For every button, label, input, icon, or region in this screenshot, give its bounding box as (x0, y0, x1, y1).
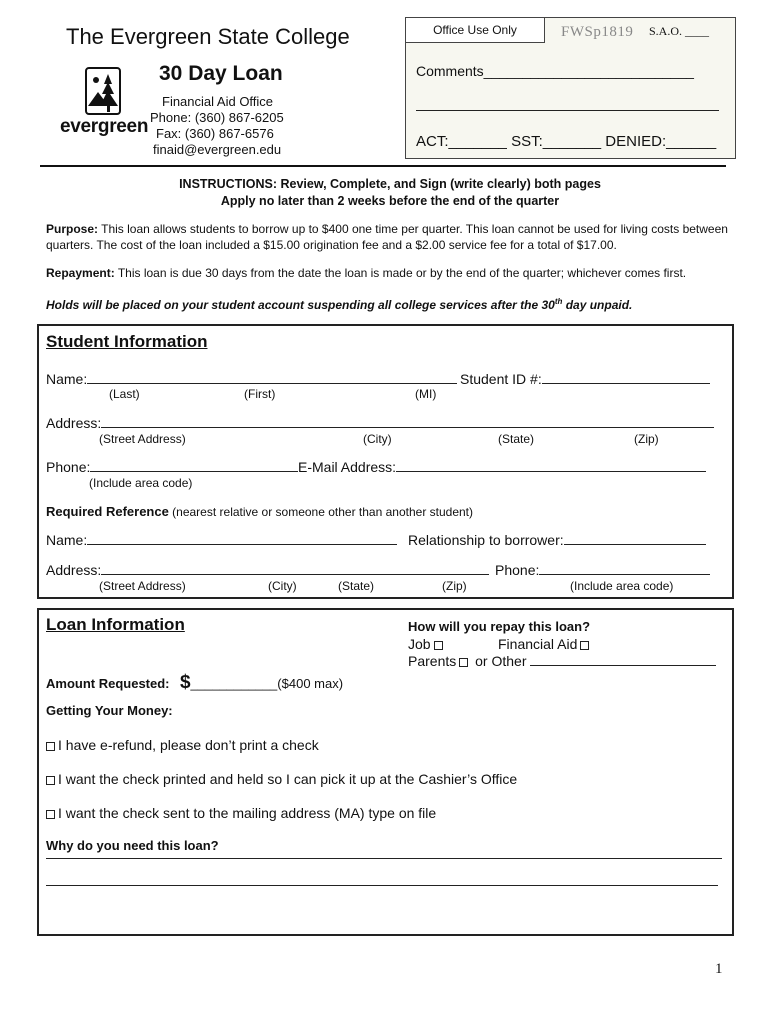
other-label: or Other (475, 653, 527, 669)
street-hint: (Street Address) (99, 432, 186, 446)
holds-text-b: day unpaid. (562, 298, 633, 312)
mail-check-checkbox[interactable] (46, 810, 55, 819)
getting-money-label: Getting Your Money: (46, 703, 173, 718)
purpose-label: Purpose: (46, 222, 99, 236)
holds-sup: th (554, 297, 563, 306)
zip-hint: (Zip) (634, 432, 659, 446)
repayment-text: This loan is due 30 days from the date the loan is made or by the end of the quarter; whichever comes first. (117, 266, 687, 280)
erefund-checkbox[interactable] (46, 742, 55, 751)
holds-notice (46, 294, 736, 313)
ref-area-code-hint: (Include area code) (570, 579, 674, 593)
mi-hint: (MI) (415, 387, 437, 401)
amount-label: Amount Requested: (46, 676, 170, 691)
hold-check-label: I want the check printed and held so I can pick it up at the Cashier’s Office (58, 771, 518, 787)
loan-information-section (37, 608, 734, 936)
phone-line[interactable] (90, 471, 298, 472)
area-code-hint: (Include area code) (89, 476, 193, 490)
student-phone-field[interactable] (46, 459, 298, 475)
first-hint: (First) (244, 387, 276, 401)
student-info-title: Student Information (46, 332, 208, 351)
form-code: FWSp1819 (561, 24, 634, 40)
reference-address-field[interactable] (46, 562, 489, 578)
ref-phone-line[interactable] (539, 574, 710, 575)
relationship-field[interactable] (408, 532, 706, 548)
repay-option-job[interactable] (408, 636, 446, 652)
student-id-line[interactable] (542, 383, 710, 384)
financial-aid-label: Financial Aid (498, 636, 578, 652)
ref-name-line[interactable] (87, 544, 397, 545)
repay-question: How will you repay this loan? (408, 619, 591, 634)
email-label: E-Mail Address: (298, 459, 397, 475)
reference-heading (46, 503, 473, 521)
why-line-1[interactable] (46, 858, 722, 859)
office-email: finaid@evergreen.edu (153, 142, 282, 157)
logo-wordmark: evergreen (60, 116, 149, 137)
purpose-paragraph (46, 221, 736, 253)
option-erefund[interactable] (43, 737, 319, 753)
phone-label: Phone: (46, 459, 91, 475)
comments-line[interactable] (416, 110, 719, 111)
instructions-line-2: Apply no later than 2 weeks before the end of the quarter (220, 194, 560, 208)
job-checkbox[interactable] (434, 641, 443, 650)
amount-requested-field[interactable] (46, 672, 343, 694)
instructions-line-1: INSTRUCTIONS: Review, Complete, and Sign (write clearly) both pages (179, 177, 601, 191)
purpose-text: This loan allows students to borrow up to $400 one time per quarter. This loan cannot be used for living costs between quarters. The cost of the loan included a $15.00 origination fee and a $2.00 service fee for a total of $17.00. (46, 222, 728, 252)
sao-field[interactable]: S.A.O. ____ (649, 24, 710, 38)
ref-address-line[interactable] (101, 574, 489, 575)
student-id-label: Student ID #: (460, 371, 542, 387)
amount-blank[interactable]: ____________ (190, 676, 278, 691)
office-name: Financial Aid Office (162, 94, 274, 109)
option-mail-check[interactable] (43, 805, 436, 821)
repay-option-financial-aid[interactable] (498, 636, 592, 652)
option-hold-check[interactable] (43, 771, 517, 787)
dollar-sign: $ (179, 672, 191, 693)
reference-title: Required Reference (46, 504, 169, 519)
office-fax: Fax: (360) 867-6576 (156, 126, 274, 141)
financial-aid-checkbox[interactable] (580, 641, 589, 650)
email-line[interactable] (396, 471, 706, 472)
loan-info-title: Loan Information (46, 615, 185, 634)
ref-zip-hint: (Zip) (442, 579, 467, 593)
act-sst-denied-field[interactable]: ACT:_______ SST:_______ DENIED:______ (416, 133, 717, 150)
student-address-field[interactable] (46, 415, 714, 431)
student-name-field[interactable] (46, 371, 457, 387)
repayment-label: Repayment: (46, 266, 115, 280)
repay-option-parents[interactable] (408, 653, 716, 669)
page-number: 1 (715, 961, 723, 977)
office-use-tab: Office Use Only (405, 17, 545, 43)
ref-address-label: Address: (46, 562, 102, 578)
repayment-paragraph (46, 265, 736, 281)
college-name: The Evergreen State College (66, 24, 350, 49)
ref-street-hint: (Street Address) (99, 579, 186, 593)
ref-city-hint: (City) (268, 579, 297, 593)
city-hint: (City) (363, 432, 392, 446)
why-label: Why do you need this loan? (46, 838, 219, 853)
address-line[interactable] (101, 427, 714, 428)
state-hint: (State) (498, 432, 535, 446)
student-information-section (37, 324, 734, 599)
ref-name-label: Name: (46, 532, 88, 548)
last-hint: (Last) (109, 387, 140, 401)
office-phone: Phone: (360) 867-6205 (150, 110, 284, 125)
relationship-label: Relationship to borrower: (408, 532, 564, 548)
why-line-2[interactable] (46, 885, 718, 886)
other-line[interactable] (530, 665, 716, 666)
ref-state-hint: (State) (338, 579, 375, 593)
parents-label: Parents (408, 653, 457, 669)
reference-phone-field[interactable] (495, 562, 710, 578)
mail-check-label: I want the check sent to the mailing address (MA) type on file (58, 805, 437, 821)
amount-max: ($400 max) (277, 676, 344, 691)
job-label: Job (408, 636, 431, 652)
parents-checkbox[interactable] (459, 658, 468, 667)
office-use-box (405, 17, 736, 159)
address-label: Address: (46, 415, 102, 431)
comments-field[interactable]: Comments___________________________ (416, 63, 694, 79)
name-label: Name: (46, 371, 88, 387)
evergreen-logo (60, 66, 152, 140)
name-line[interactable] (87, 383, 457, 384)
ref-phone-label: Phone: (495, 562, 540, 578)
erefund-label: I have e-refund, please don’t print a check (58, 737, 319, 753)
student-id-field[interactable] (460, 371, 710, 387)
student-email-field[interactable] (298, 459, 706, 475)
hold-check-checkbox[interactable] (46, 776, 55, 785)
header-divider (40, 165, 726, 167)
relationship-line[interactable] (564, 544, 706, 545)
reference-note: (nearest relative or someone other than another student) (168, 505, 474, 519)
holds-text-a: Holds will be placed on your student account suspending all college services after the 30 (46, 298, 555, 312)
reference-name-field[interactable] (46, 532, 397, 548)
form-title: 30 Day Loan (159, 62, 283, 85)
